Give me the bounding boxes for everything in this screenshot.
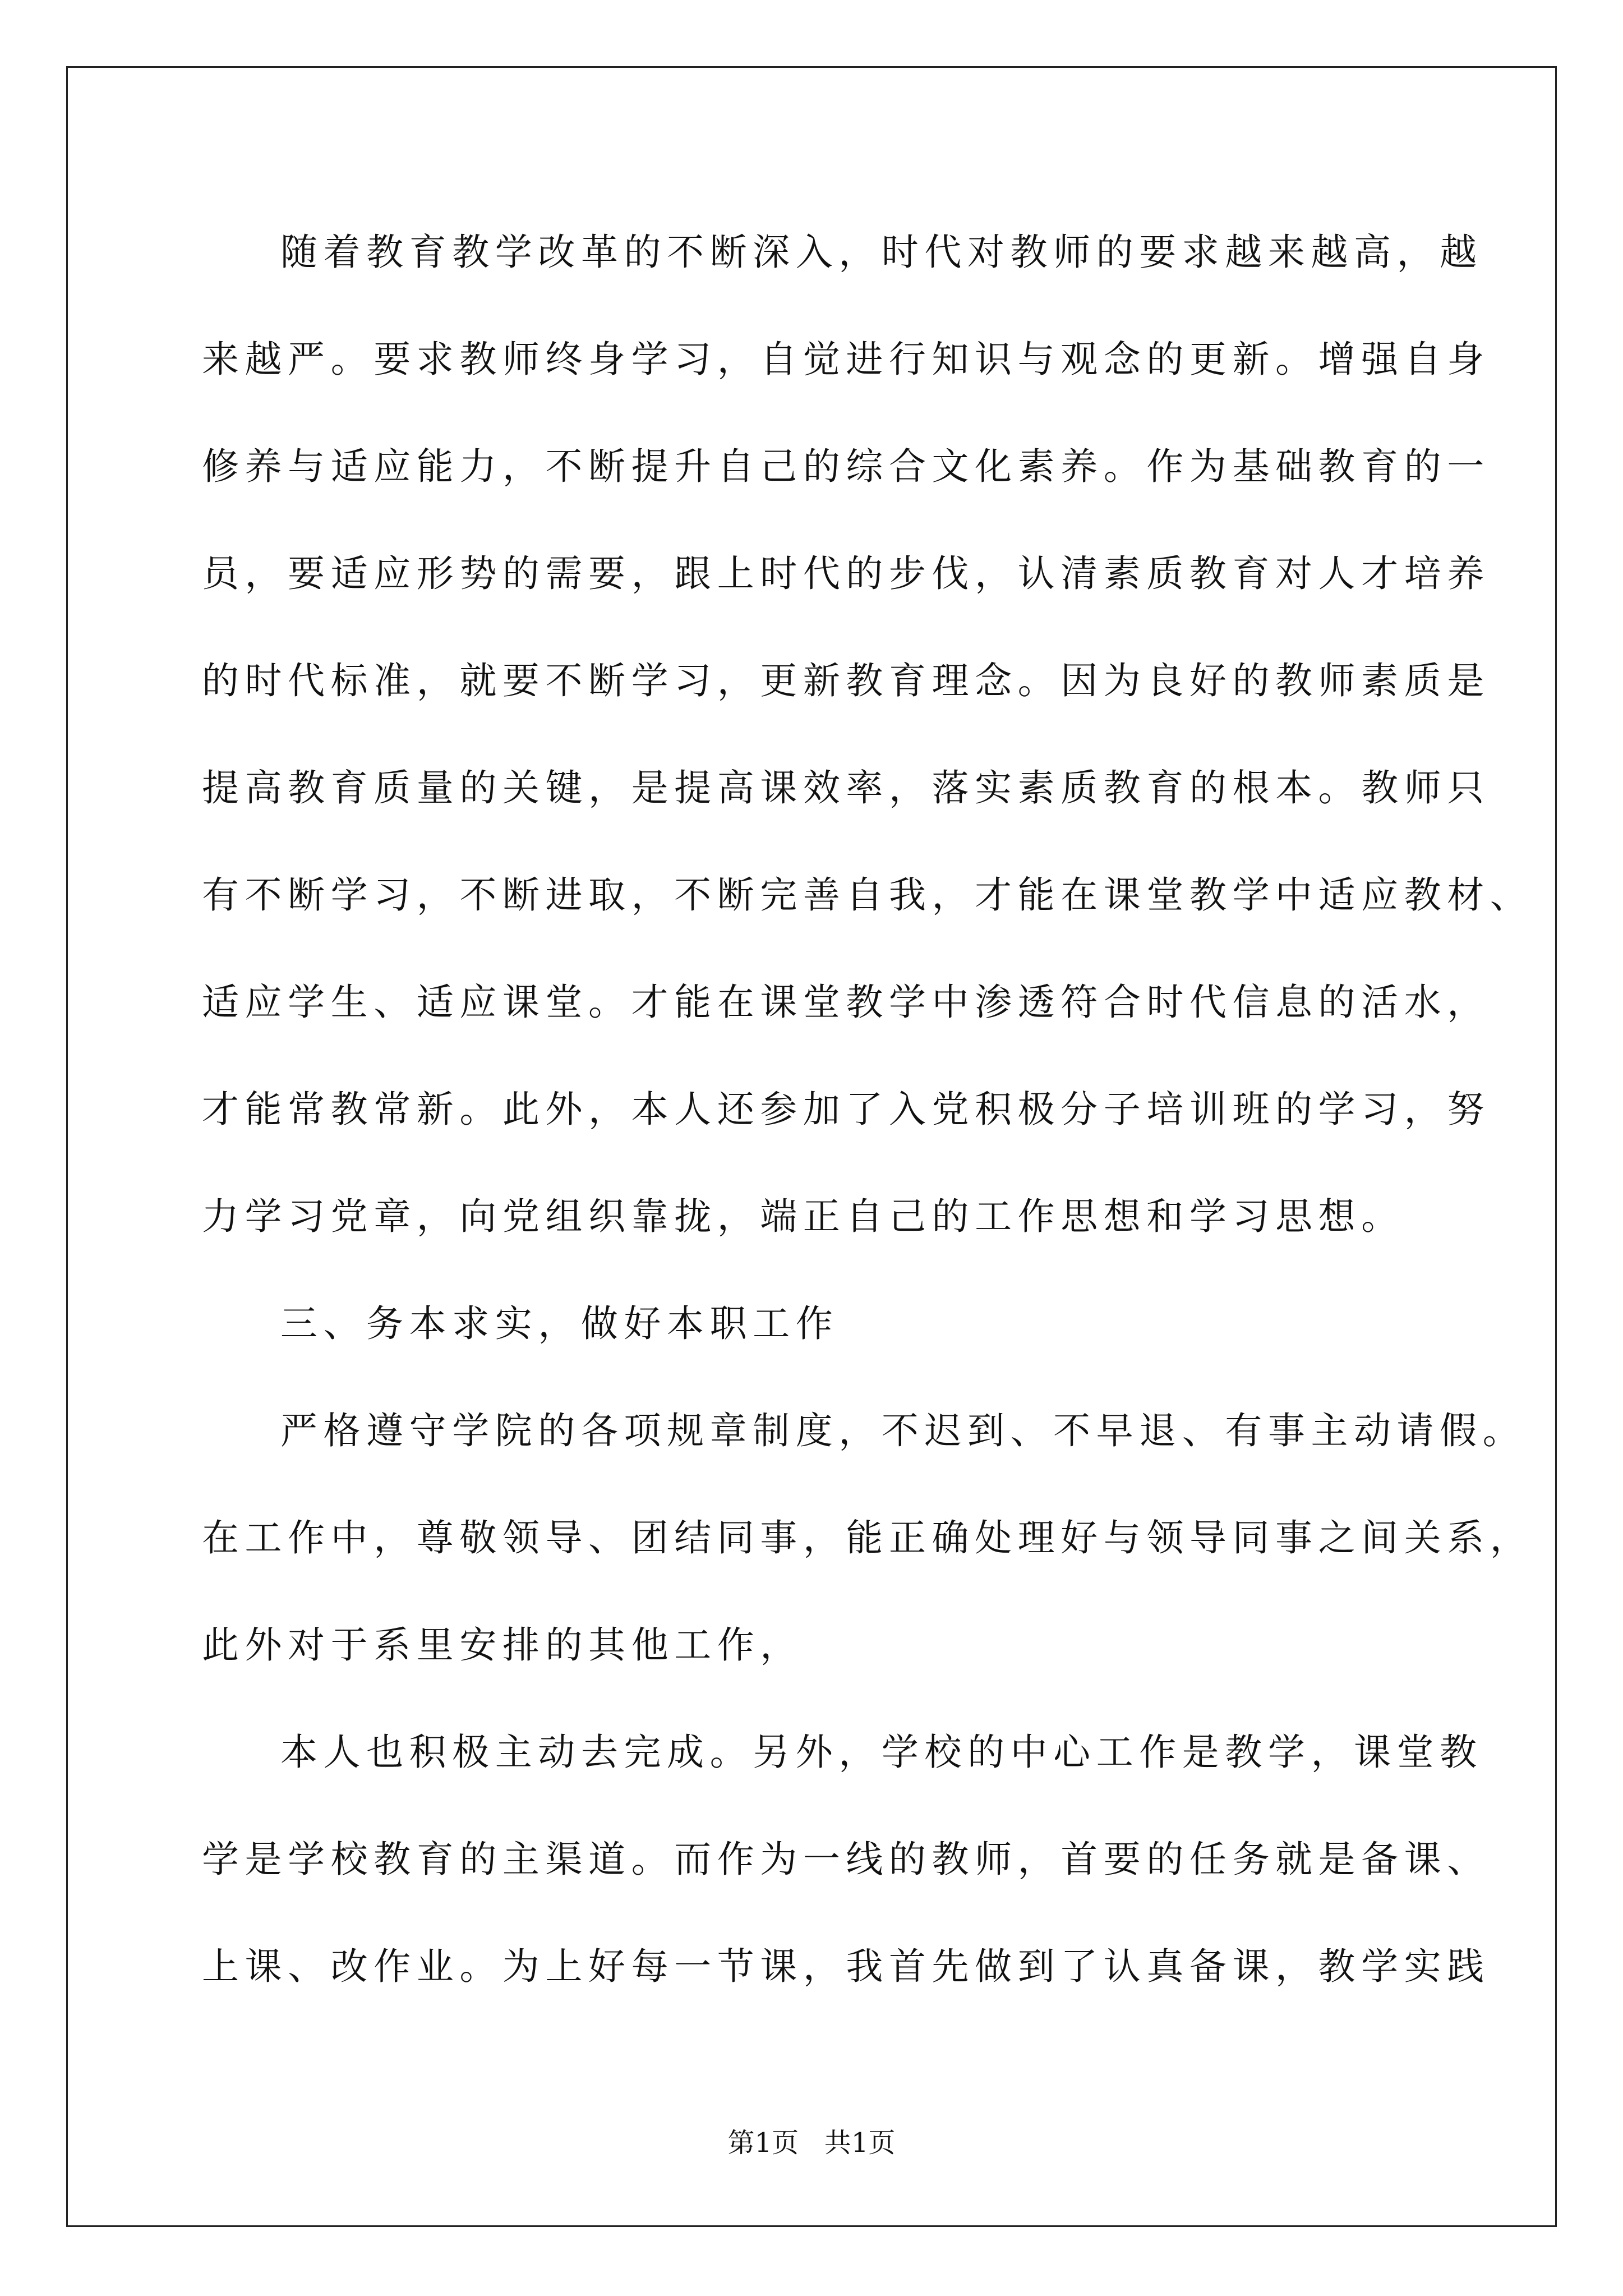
text-line: 此外对于系里安排的其他工作， [202,1623,803,1667]
section-heading: 三、务本求实，做好本职工作 [280,1302,839,1345]
text-line: 严格遵守学院的各项规章制度，不迟到、不早退、有事主动请假。 [280,1409,1526,1452]
text-line: 随着教育教学改革的不断深入，时代对教师的要求越来越高，越 [280,231,1483,274]
text-line: 有不断学习，不断进取，不断完善自我，才能在课堂教学中适应教材、 [202,873,1533,917]
text-line: 提高教育质量的关键，是提高课效率，落实素质教育的根本。教师只 [202,766,1490,809]
text-line: 在工作中，尊敬领导、团结同事，能正确处理好与领导同事之间关系， [202,1516,1533,1559]
text-line: 修养与适应能力，不断提升自己的综合文化素养。作为基础教育的一 [202,445,1490,488]
text-line: 学是学校教育的主渠道。而作为一线的教师，首要的任务就是备课、 [202,1838,1490,1881]
text-line: 上课、改作业。为上好每一节课，我首先做到了认真备课，教学实践 [202,1945,1490,1988]
text-line: 本人也积极主动去完成。另外，学校的中心工作是教学，课堂教 [280,1731,1483,1774]
text-line: 来越严。要求教师终身学习，自觉进行知识与观念的更新。增强自身 [202,338,1490,381]
page-frame [66,66,1557,2227]
text-line: 力学习党章，向党组织靠拢，端正自己的工作思想和学习思想。 [202,1195,1404,1238]
text-line: 员，要适应形势的需要，跟上时代的步伐，认清素质教育对人才培养 [202,552,1490,595]
text-line: 的时代标准，就要不断学习，更新教育理念。因为良好的教师素质是 [202,659,1490,702]
text-line: 适应学生、适应课堂。才能在课堂教学中渗透符合时代信息的活水， [202,981,1490,1024]
page-number-footer: 第1页 共1页 [727,2127,896,2159]
text-line: 才能常教常新。此外，本人还参加了入党积极分子培训班的学习，努 [202,1088,1490,1131]
